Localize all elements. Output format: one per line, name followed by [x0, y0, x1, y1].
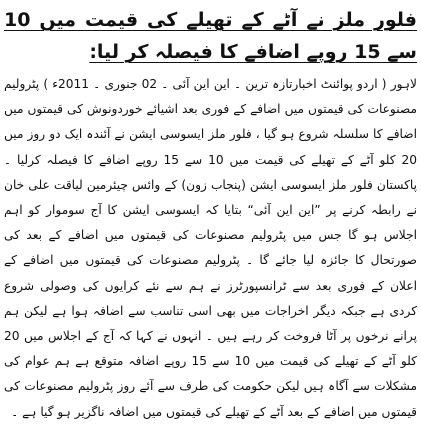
news-article — [4, 0, 417, 425]
article-headline: فلور ملز نے آٹے کے تھیلے کی قیمت میں 10 سے 15 روپے اضافے کا فیصلہ کر لیا: — [4, 9, 417, 63]
article-body: لاہور ( اردو پوائنٹ اخبارتازہ ترین ۔ این این آئی ۔ 02 جنوری ۔ 2011ء ) پٹرولیم مصنوعات کی قیمتوں میں اضافے کے فوری بعد اشیائے خوردونوش کی قیمتوں میں اضافے کا سلسلہ شروع ہو گیا ، فلور ملز ایسوسی ایشن نے آئندہ ایک دو روز میں 20 کلو آٹے کے تھیلے کی قیمت میں 10 سے 15 روپے اضافے کا فیصلہ کرلیا ۔ پاکستان فلور ملز ایسوسی ایشن (پنجاب زون) کے وائس چیئرمین لیاقت علی خان نے رابطہ کرنے پر ”این این آئی“ بتایا کہ ایسوسی ایشن کا آج سوموار کو اہم اجلاس ہو گا جس میں پٹرولیم مصنوعات کی قیمتوں میں اضافے کے بعد کی صورتحال کا جائزہ لیا جائے گا ۔ پٹرولیم مصنوعات کی قیمتوں میں اضافے کے اعلان کے فوری بعد سے ٹرانسپورٹرز نے ہم سے نئے کرایوں کی وصولی شروع کردی ہے جبکہ دیگر اخراجات میں بھی اسی تناسب سے اضافہ ہوا ہے لیکن ہم پرانے نرخوں پر آٹا فروخت کر رہے ہیں ۔ انہوں نے کہا کہ آج کے اجلاس میں 20 کلو آٹے کے تھیلے کی قیمت میں 10 سے 15 روپے اضافہ متوقع ہے ہم عوام کی مشکلات سے آگاہ ہیں لیکن حکومت کی طرف سے آئے روز پٹرولیم مصنوعات کی قیمتوں میں اضافے کے بعد آٹے کے تھیلے کی قیمتوں میں اضافہ ناگزیر ہو گیا ہے ۔ — [4, 77, 417, 419]
